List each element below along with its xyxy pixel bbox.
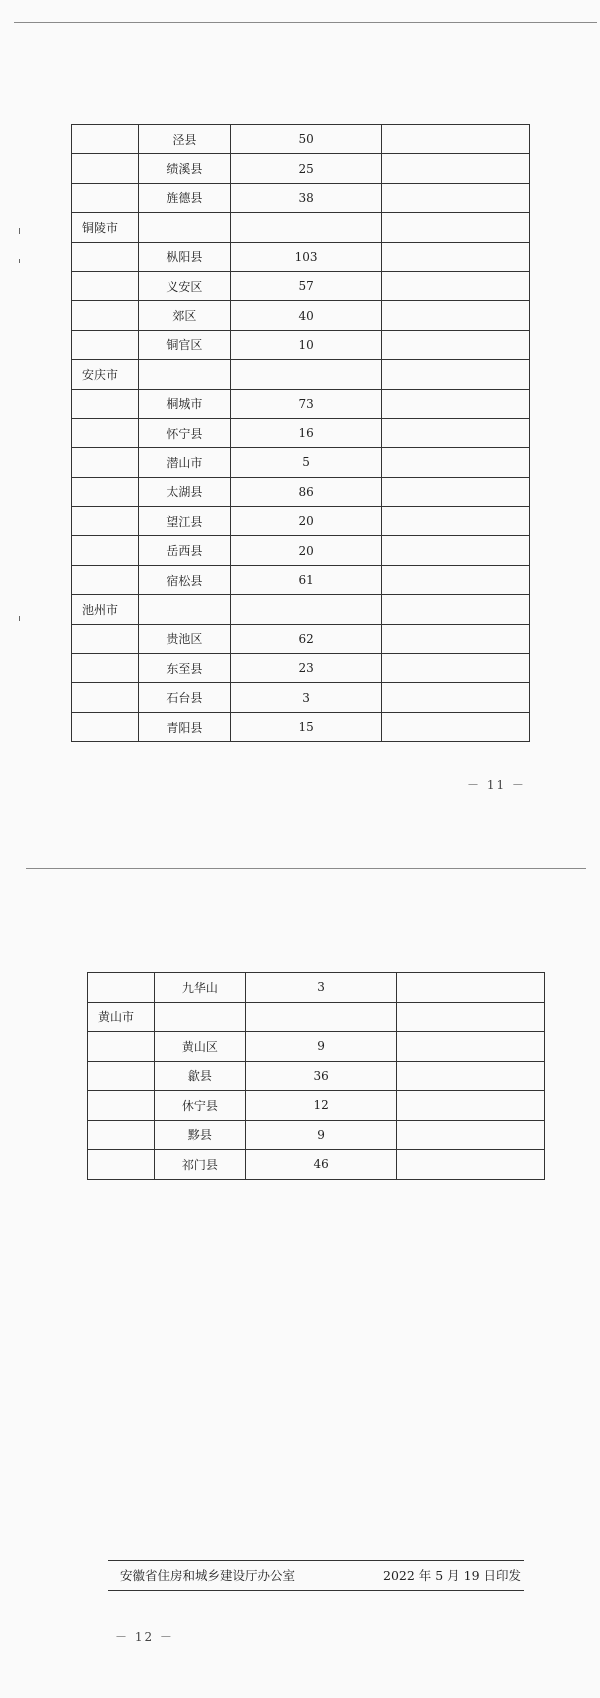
county-cell [154,1002,245,1032]
note-cell [382,271,530,300]
note-cell [382,595,530,624]
count-cell: 3 [230,683,382,712]
city-cell [88,1091,155,1121]
note-cell [397,1120,545,1150]
count-cell [230,213,382,242]
city-cell [88,1061,155,1091]
count-cell: 103 [230,242,382,271]
count-cell: 20 [230,536,382,565]
city-cell [72,125,139,154]
county-cell: 宿松县 [138,565,230,594]
city-cell [72,565,139,594]
note-cell [397,1032,545,1062]
table-row [72,330,530,359]
city-cell [88,973,155,1003]
note-cell [382,389,530,418]
note-cell [397,1091,545,1121]
issue-top-rule [108,1560,524,1561]
county-cell: 绩溪县 [138,154,230,183]
city-cell [72,330,139,359]
county-cell [138,360,230,389]
count-cell: 10 [230,330,382,359]
margin-mark [19,228,20,234]
county-cell: 泾县 [138,125,230,154]
table-row [72,301,530,330]
city-cell [72,418,139,447]
count-cell [245,1002,397,1032]
note-cell [382,301,530,330]
county-cell: 太湖县 [138,477,230,506]
note-cell [382,242,530,271]
note-cell [382,213,530,242]
note-cell [382,418,530,447]
county-cell: 贵池区 [138,624,230,653]
county-cell: 桐城市 [138,389,230,418]
county-cell: 休宁县 [154,1091,245,1121]
note-cell [382,448,530,477]
note-cell [397,1061,545,1091]
count-cell: 5 [230,448,382,477]
county-cell: 东至县 [138,654,230,683]
note-cell [382,565,530,594]
note-cell [382,183,530,212]
table-row [72,654,530,683]
count-cell: 20 [230,507,382,536]
county-cell: 怀宁县 [138,418,230,447]
margin-mark [19,259,20,263]
count-cell: 86 [230,477,382,506]
county-cell: 铜官区 [138,330,230,359]
county-cell: 望江县 [138,507,230,536]
table-row [88,1032,545,1062]
table-row [72,712,530,741]
table-row [88,1091,545,1121]
note-cell [382,125,530,154]
table-row [72,360,530,389]
note-cell [382,154,530,183]
table-row [72,125,530,154]
county-cell: 黟县 [154,1120,245,1150]
county-cell: 青阳县 [138,712,230,741]
table-row [88,1120,545,1150]
county-count-table [71,124,530,742]
county-cell: 潜山市 [138,448,230,477]
issue-bottom-rule [108,1590,524,1591]
count-cell: 46 [245,1150,397,1180]
page-top-rule [26,868,586,869]
table-row [72,477,530,506]
county-cell: 义安区 [138,271,230,300]
city-cell [72,183,139,212]
table-row [72,448,530,477]
table-row [72,624,530,653]
count-cell: 23 [230,654,382,683]
table-row [72,418,530,447]
county-cell: 黄山区 [154,1032,245,1062]
count-cell: 73 [230,389,382,418]
city-cell [72,271,139,300]
county-cell: 九华山 [154,973,245,1003]
note-cell [382,507,530,536]
city-cell [88,1150,155,1180]
issuing-office: 安徽省住房和城乡建设厅办公室 [120,1568,296,1583]
county-cell: 祁门县 [154,1150,245,1180]
count-cell: 9 [245,1120,397,1150]
city-cell: 铜陵市 [72,213,139,242]
document-page-12 [0,850,600,1698]
table-row [88,973,545,1003]
note-cell [382,360,530,389]
county-count-table [87,972,545,1180]
city-cell [88,1032,155,1062]
city-cell [72,154,139,183]
count-cell: 57 [230,271,382,300]
county-cell: 郊区 [138,301,230,330]
count-cell [230,360,382,389]
city-cell: 黄山市 [88,1002,155,1032]
county-cell: 旌德县 [138,183,230,212]
count-cell: 12 [245,1091,397,1121]
count-cell: 3 [245,973,397,1003]
city-cell [72,448,139,477]
table-row [88,1061,545,1091]
count-cell: 25 [230,154,382,183]
city-cell [72,477,139,506]
note-cell [382,712,530,741]
city-cell [72,242,139,271]
table-row [72,271,530,300]
table-row [88,1002,545,1032]
count-cell: 62 [230,624,382,653]
issue-date: 2022 年 5 月 19 日印发 [383,1568,522,1583]
city-cell [72,654,139,683]
note-cell [397,1002,545,1032]
table-row [72,683,530,712]
county-cell [138,213,230,242]
city-cell [72,507,139,536]
note-cell [382,654,530,683]
city-cell: 池州市 [72,595,139,624]
page-number: － 11 － [467,778,526,792]
city-cell [72,624,139,653]
county-cell: 岳西县 [138,536,230,565]
county-cell: 石台县 [138,683,230,712]
note-cell [397,1150,545,1180]
city-cell [72,712,139,741]
page-number: － 12 － [115,1630,174,1644]
county-cell: 枞阳县 [138,242,230,271]
note-cell [397,973,545,1003]
count-cell: 16 [230,418,382,447]
table-row [72,183,530,212]
count-cell: 38 [230,183,382,212]
count-cell [230,595,382,624]
count-cell: 50 [230,125,382,154]
note-cell [382,477,530,506]
count-cell: 15 [230,712,382,741]
table-row [72,389,530,418]
city-cell [88,1120,155,1150]
margin-mark [19,616,20,621]
table-row [72,507,530,536]
note-cell [382,624,530,653]
note-cell [382,536,530,565]
note-cell [382,330,530,359]
count-cell: 9 [245,1032,397,1062]
city-cell [72,683,139,712]
note-cell [382,683,530,712]
page-top-rule [14,22,597,23]
table-row [72,595,530,624]
count-cell: 61 [230,565,382,594]
count-cell: 36 [245,1061,397,1091]
table-row [72,154,530,183]
table-row [72,213,530,242]
table-row [72,565,530,594]
table-row [72,242,530,271]
table-row [88,1150,545,1180]
city-cell [72,389,139,418]
city-cell [72,536,139,565]
county-cell [138,595,230,624]
county-cell: 歙县 [154,1061,245,1091]
table-row [72,536,530,565]
city-cell [72,301,139,330]
city-cell: 安庆市 [72,360,139,389]
count-cell: 40 [230,301,382,330]
